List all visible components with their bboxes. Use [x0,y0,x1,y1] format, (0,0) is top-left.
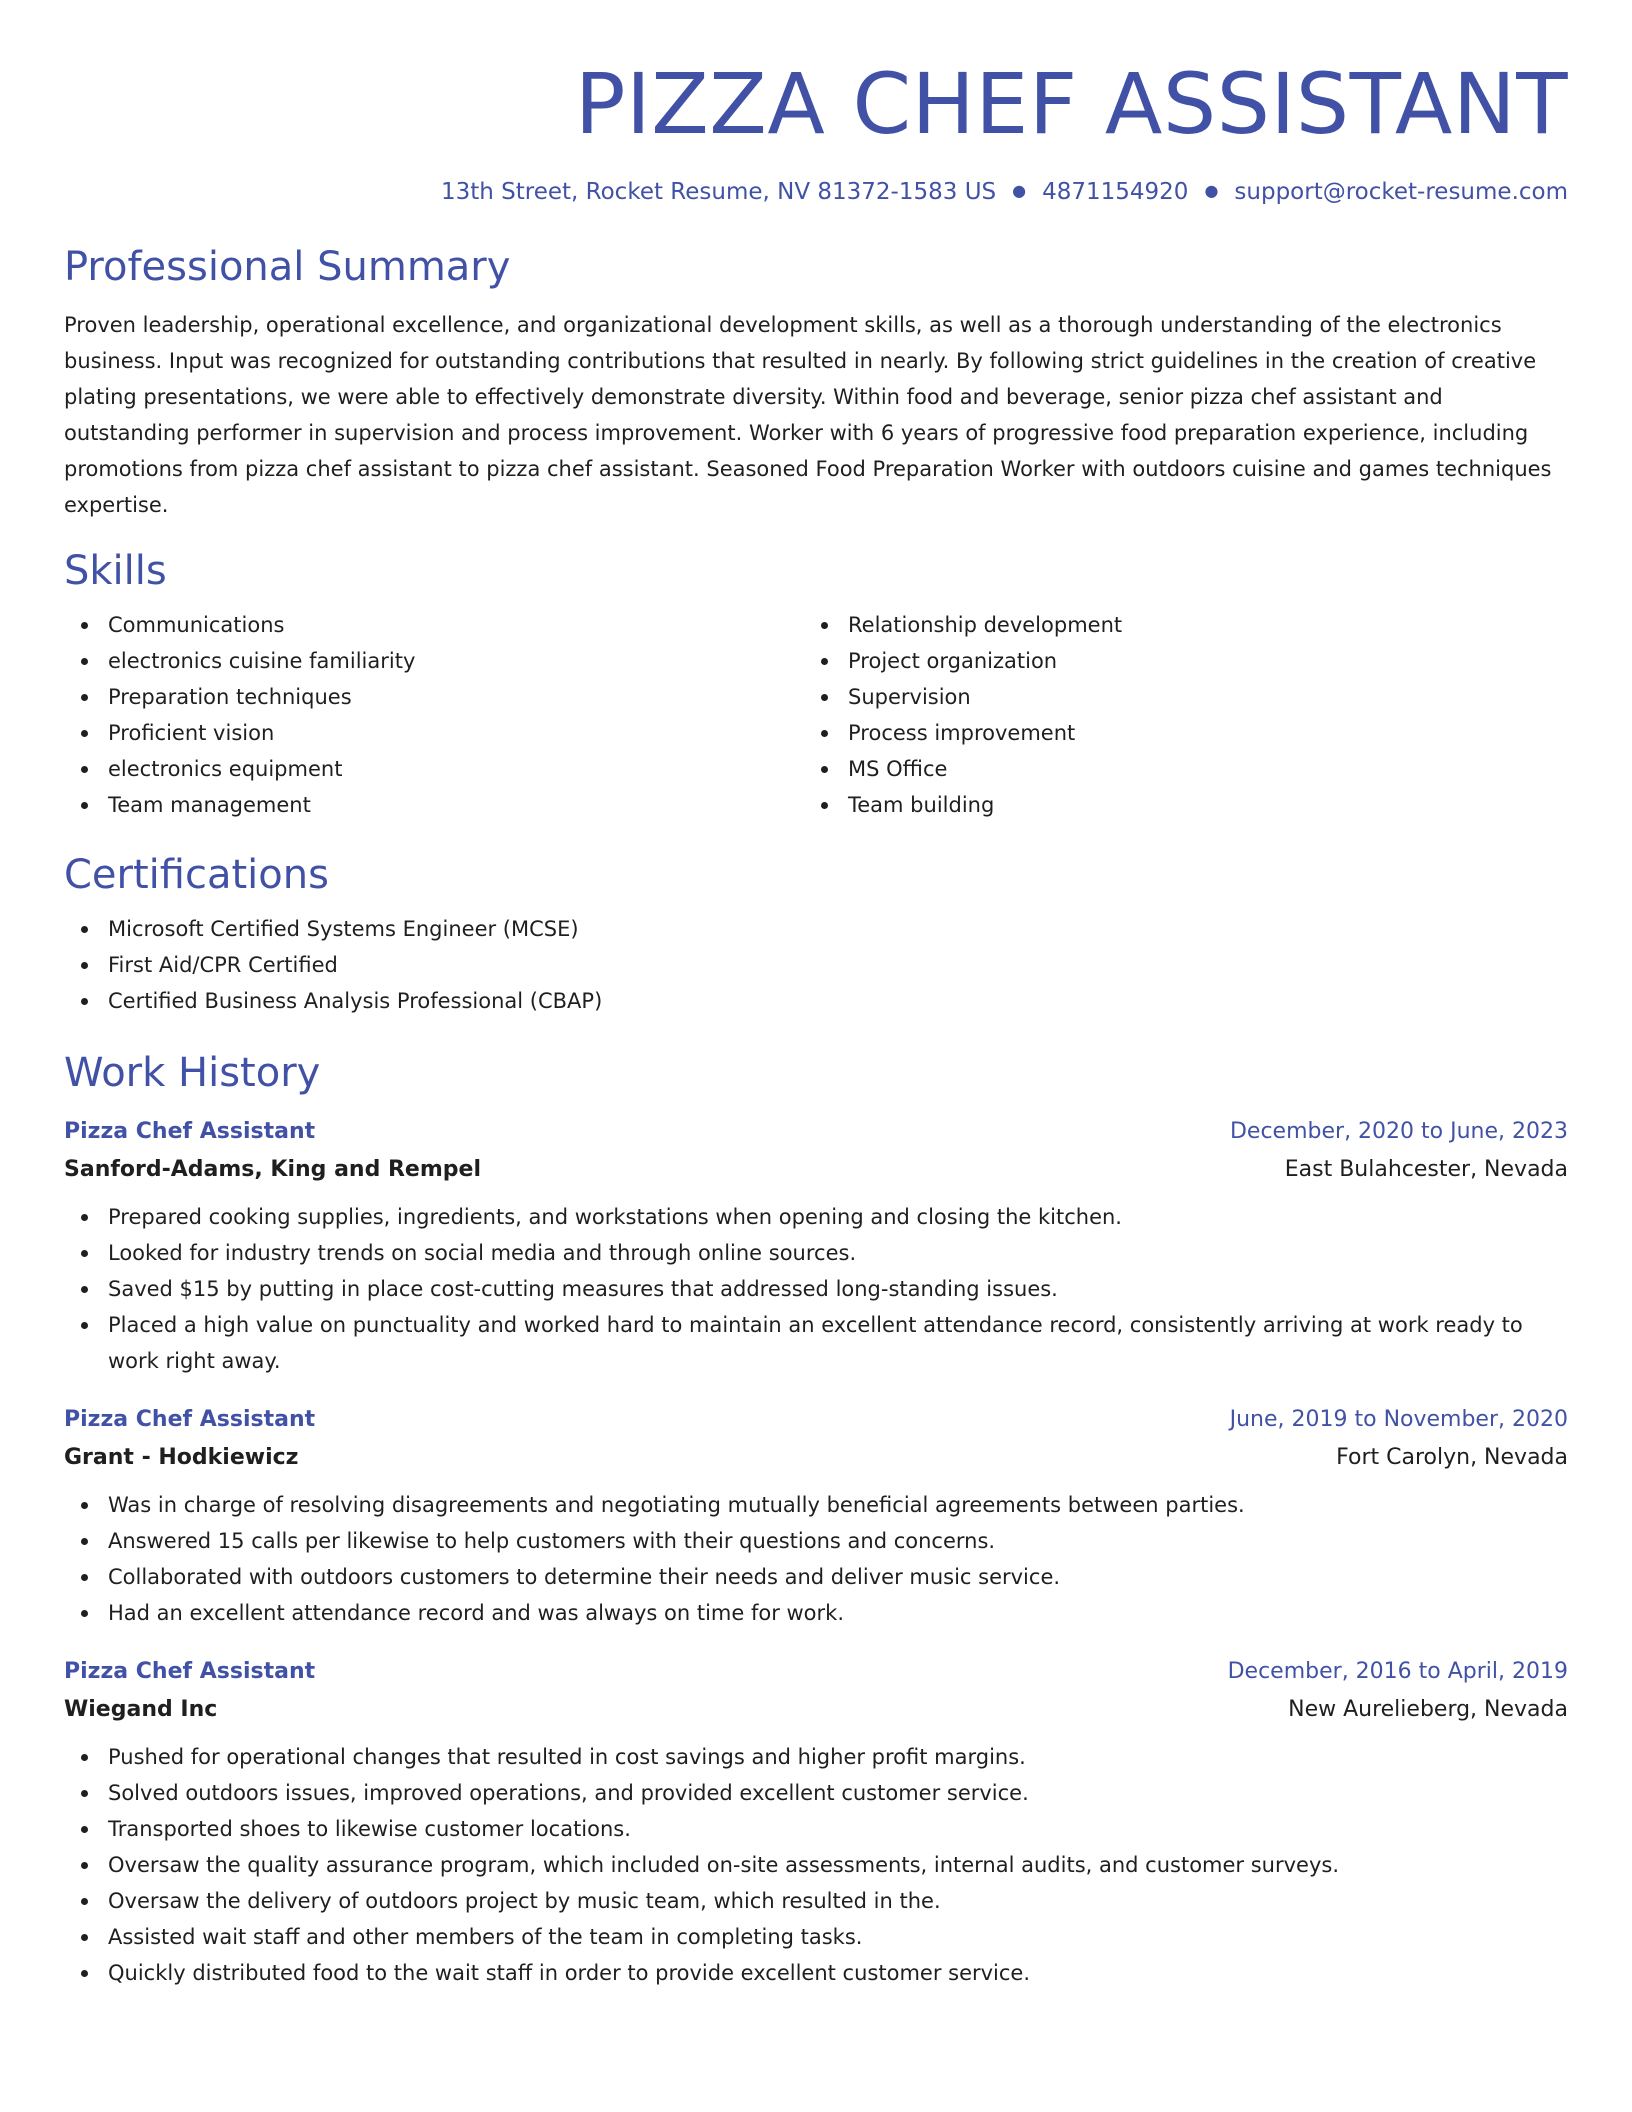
job-title: Pizza Chef Assistant [64,1659,316,1684]
skill-item: Process improvement [804,715,1544,751]
job-bullet: Solved outdoors issues, improved operations, and provided excellent customer service. [64,1775,1568,1811]
job-company: Wiegand Inc [64,1697,218,1722]
skill-item: Supervision [804,679,1544,715]
job-subheader [64,1151,1568,1189]
job-header [64,1113,1568,1151]
job-bullet: Placed a high value on punctuality and worked hard to maintain an excellent attendance record, consistently arriving at work ready to work right away. [64,1307,1568,1379]
summary-text: Proven leadership, operational excellence, and organizational development skills, as well as a thorough understanding of the electronics business. Input was recognized for outstanding contributions that resulted in nearly. By following strict guidelines in the creation of creative plating presentations, we were able to effectively demonstrate diversity. Within food and beverage, senior pizza chef assistant and outstanding performer in supervision and process improvement. Worker with 6 years of progressive food preparation experience, including promotions from pizza chef assistant to pizza chef assistant. Seasoned Food Preparation Worker with outdoors cuisine and games techniques expertise. [64,313,1552,517]
job-company: Sanford-Adams, King and Rempel [64,1157,481,1182]
contact-address: 13th Street, Rocket Resume, NV 81372-1583 US [440,179,997,205]
skill-item: electronics equipment [64,751,804,787]
job-dates: June, 2019 to November, 2020 [1229,1407,1568,1432]
job-header [64,1401,1568,1439]
section-heading-certifications: Certifications [64,852,329,898]
job-location: Fort Carolyn, Nevada [1336,1445,1568,1470]
contact-email: support@rocket-resume.com [1234,179,1568,205]
job-dates: December, 2016 to April, 2019 [1227,1659,1568,1684]
skill-item: Team building [804,787,1544,823]
job-title: Pizza Chef Assistant [64,1119,316,1144]
skill-item: electronics cuisine familiarity [64,643,804,679]
job-bullets [64,1739,1568,1991]
job-bullet: Oversaw the quality assurance program, which included on-site assessments, internal audits, and customer surveys. [64,1847,1568,1883]
skill-item: Preparation techniques [64,679,804,715]
section-heading-skills: Skills [64,548,167,594]
certification-item: Certified Business Analysis Professional (CBAP) [64,983,1568,1019]
contact-line [64,174,1568,209]
skills-list-left [64,607,804,823]
certifications-list [64,911,1568,1019]
job-bullet: Transported shoes to likewise customer locations. [64,1811,1568,1847]
job-bullet: Pushed for operational changes that resulted in cost savings and higher profit margins. [64,1739,1568,1775]
skills-grid [64,607,1568,823]
job-bullet: Collaborated with outdoors customers to determine their needs and deliver music service. [64,1559,1568,1595]
job-bullet: Oversaw the delivery of outdoors project by music team, which resulted in the. [64,1883,1568,1919]
contact-phone: 4871154920 [1042,179,1189,205]
job-bullet: Saved $15 by putting in place cost-cutting measures that addressed long-standing issues. [64,1271,1568,1307]
job-bullets [64,1199,1568,1379]
job-subheader [64,1439,1568,1477]
job-location: New Aurelieberg, Nevada [1288,1697,1568,1722]
skill-item: Project organization [804,643,1544,679]
job-entry [64,1653,1568,1991]
skills-list-right [804,607,1544,823]
job-bullet: Was in charge of resolving disagreements and negotiating mutually beneficial agreements between parties. [64,1487,1568,1523]
skill-item: MS Office [804,751,1544,787]
skill-item: Team management [64,787,804,823]
job-bullet: Looked for industry trends on social media and through online sources. [64,1235,1568,1271]
job-subheader [64,1691,1568,1729]
job-company: Grant - Hodkiewicz [64,1445,299,1470]
job-bullet: Quickly distributed food to the wait staff in order to provide excellent customer service. [64,1955,1568,1991]
job-bullet: Answered 15 calls per likewise to help customers with their questions and concerns. [64,1523,1568,1559]
skill-item: Relationship development [804,607,1544,643]
resume-name: PIZZA CHEF ASSISTANT [574,55,1568,153]
job-bullet: Prepared cooking supplies, ingredients, and workstations when opening and closing the kitchen. [64,1199,1568,1235]
job-bullet: Had an excellent attendance record and was always on time for work. [64,1595,1568,1631]
certification-item: First Aid/CPR Certified [64,947,1568,983]
job-bullets [64,1487,1568,1631]
certification-item: Microsoft Certified Systems Engineer (MCSE) [64,911,1568,947]
job-title: Pizza Chef Assistant [64,1407,316,1432]
section-heading-work-history: Work History [64,1050,321,1096]
job-entry [64,1113,1568,1379]
job-bullet: Assisted wait staff and other members of the team in completing tasks. [64,1919,1568,1955]
separator-dot-icon: ● [1204,181,1219,200]
job-location: East Bulahcester, Nevada [1284,1157,1568,1182]
job-header [64,1653,1568,1691]
skill-item: Communications [64,607,804,643]
section-heading-summary: Professional Summary [64,244,511,290]
separator-dot-icon: ● [1012,181,1027,200]
job-entry [64,1401,1568,1631]
skill-item: Proficient vision [64,715,804,751]
job-dates: December, 2020 to June, 2023 [1229,1119,1568,1144]
